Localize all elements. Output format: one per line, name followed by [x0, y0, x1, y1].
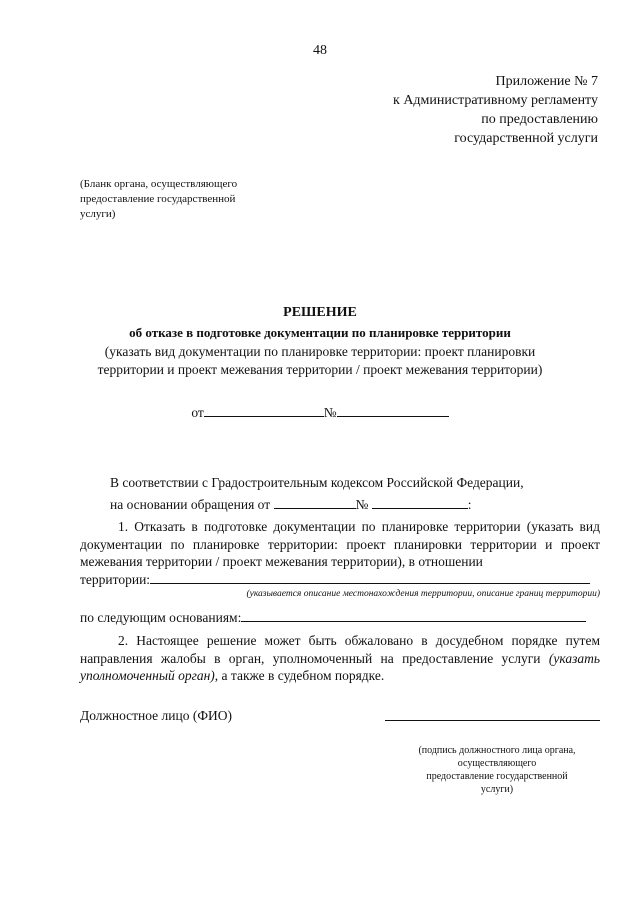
- signature-field[interactable]: [385, 720, 600, 721]
- appendix-header: [393, 72, 598, 148]
- letterhead-line: услуги): [80, 208, 116, 220]
- appendix-line: государственной услуги: [454, 131, 598, 146]
- documentation-type-note: [0, 343, 640, 379]
- territory-row: [80, 571, 600, 589]
- number-field[interactable]: [337, 416, 449, 417]
- request-label: на основании обращения от: [110, 497, 271, 512]
- territory-label: территории:: [80, 572, 151, 587]
- signature-note-line: осуществляющего: [457, 758, 537, 769]
- signature-note-line: услуги): [480, 784, 514, 795]
- territory-note: (указывается описание местонахождения территории, описание границ территории): [246, 589, 600, 599]
- doc-type-line: (указать вид документации по планировке территории: проект планировки: [104, 344, 536, 359]
- request-number-field[interactable]: [372, 508, 468, 509]
- appendix-line: к Административному регламенту: [393, 93, 598, 108]
- organization-letterhead-note: [80, 177, 300, 222]
- grounds-row: [80, 609, 600, 627]
- item-2-end: , а также в судебном порядке.: [214, 668, 385, 683]
- document-title: РЕШЕНИЕ: [283, 305, 357, 320]
- grounds-field[interactable]: [241, 621, 586, 622]
- item-1-text: 1. Отказать в подготовке документации по планировке территории (указать вид документации по планировке территории: проект планировки территории и проект межевания территории / проект межевания территории), в отношении: [80, 519, 600, 569]
- letterhead-line: предоставление государственной: [80, 193, 236, 205]
- signature-note: [392, 744, 602, 796]
- date-number-row: [0, 405, 640, 421]
- authorized-body-note: (указать уполномоченный орган): [80, 650, 601, 683]
- number-label: №: [323, 405, 337, 420]
- signature-note-line: предоставление государственной: [426, 771, 568, 782]
- colon: :: [467, 497, 472, 512]
- intro-line-1: В соответствии с Градостроительным кодексом Российской Федерации,: [110, 475, 524, 490]
- request-date-field[interactable]: [274, 508, 356, 509]
- doc-type-line: территории и проект межевания территории / проект межевания территории): [97, 362, 543, 377]
- item-2-start: 2. Настоящее решение может быть обжаловано в досудебном порядке путем направления жалобы в орган, уполномоченный на предоставление услуги: [80, 633, 600, 666]
- intro-line-2: [110, 496, 600, 514]
- letterhead-line: (Бланк органа, осуществляющего: [80, 178, 238, 190]
- appendix-line: по предоставлению: [481, 112, 598, 127]
- from-label: от: [191, 405, 204, 420]
- official-label: Должностное лицо (ФИО): [80, 708, 233, 723]
- date-field[interactable]: [204, 416, 324, 417]
- appendix-line: Приложение № 7: [495, 74, 598, 89]
- item-2-text: [80, 632, 600, 685]
- signature-note-line: (подпись должностного лица органа,: [418, 745, 576, 756]
- grounds-label: по следующим основаниям:: [80, 610, 242, 625]
- request-number-label: №: [355, 497, 369, 512]
- document-subtitle: об отказе в подготовке документации по планировке территории: [129, 325, 511, 340]
- territory-field[interactable]: [150, 583, 590, 584]
- page-number: 48: [313, 43, 327, 58]
